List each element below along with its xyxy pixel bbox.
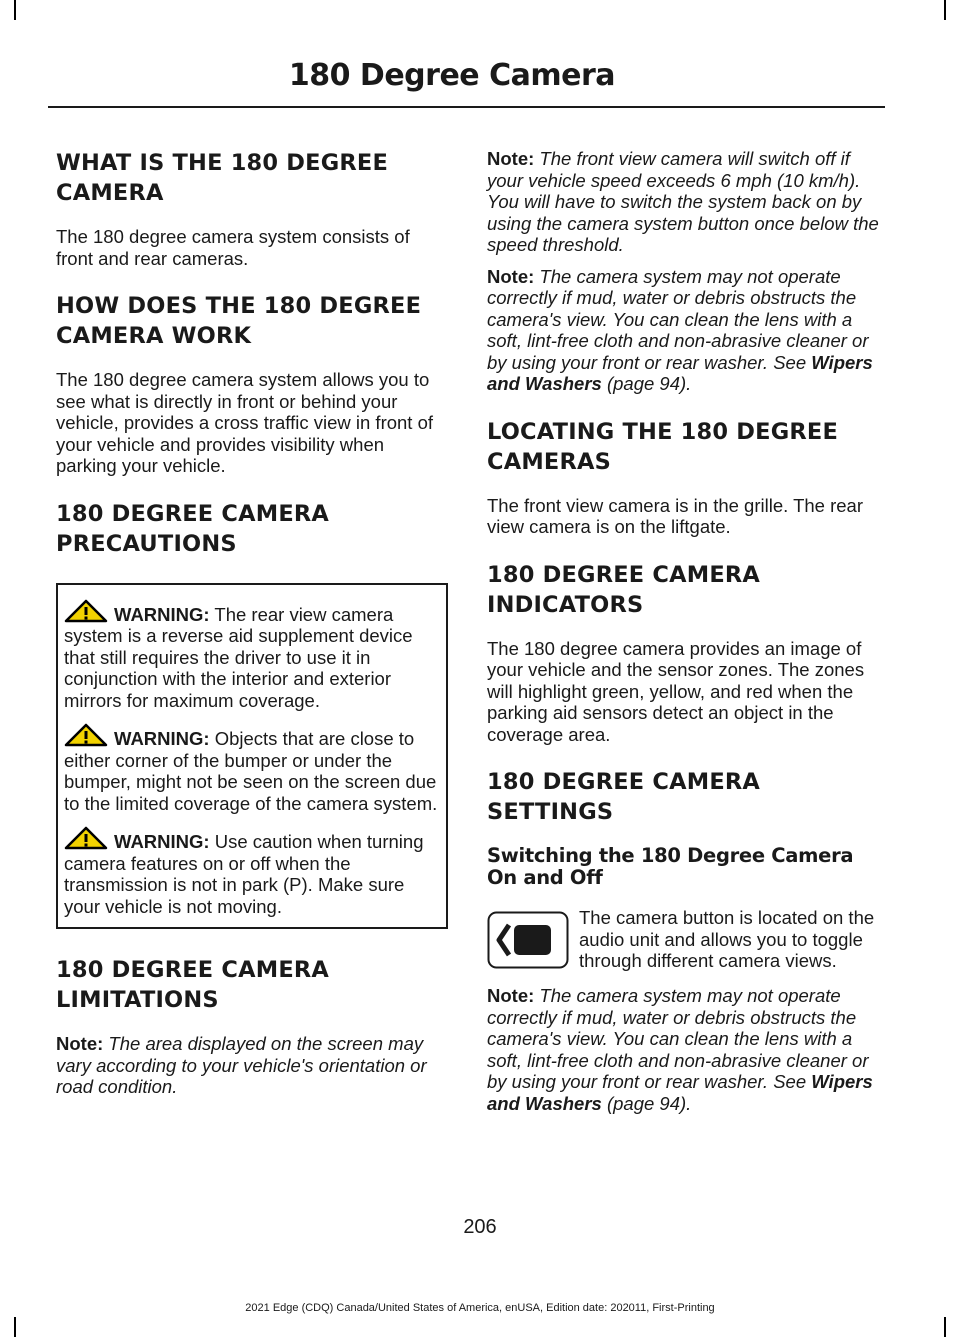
camera-button-description [487, 907, 882, 975]
section-heading-settings: 180 DEGREE CAMERA SETTINGS [487, 769, 761, 825]
cleaning-note [487, 266, 882, 395]
note-text: The front view camera will switch off if your vehicle speed exceeds 6 mph (10 km/h). You will have to switch the system back on by using the camera system button once below the speed threshold. [487, 148, 879, 255]
warning-text: Objects that are close to either corner of the bumper or under the bumper, might not be seen on the screen due to the limited coverage of the camera system. [64, 728, 438, 814]
section-heading-precautions: 180 DEGREE CAMERA PRECAUTIONS [56, 500, 330, 557]
page-reference: (page 94). [606, 373, 692, 394]
page-header-title: 180 Degree Camera [288, 58, 615, 93]
warning-item [64, 723, 440, 814]
warning-triangle-icon [64, 599, 108, 623]
warnings-box [56, 583, 448, 930]
warning-item [64, 826, 440, 917]
note-label: Note: [487, 148, 535, 169]
what-is-body: The 180 degree camera system consists of front and rear cameras. [56, 226, 410, 269]
warning-text: Use caution when turning camera features on or off when the transmission is not in park (P). Make sure your vehicle is not moving. [64, 831, 424, 917]
warning-triangle-icon [64, 723, 108, 747]
cross-reference-link[interactable]: Wipers and Washers [487, 351, 873, 394]
warning-item [64, 599, 440, 712]
section-heading-indicators: 180 DEGREE CAMERA INDICATORS [487, 561, 761, 618]
crop-mark [944, 1317, 946, 1337]
locating-body: The front view camera is in the grille. The rear view camera is on the liftgate. [487, 494, 863, 537]
camera-button-icon [487, 911, 569, 969]
crop-mark [944, 0, 946, 20]
warning-text: The rear view camera system is a reverse aid supplement device that still requires the driver to use it in conjunction with the interior and exterior mirrors for maximum coverage. [64, 603, 413, 711]
cleaning-note-2 [487, 985, 882, 1114]
note-label: Note: [56, 1033, 104, 1054]
note-label: Note: [487, 265, 535, 287]
warning-triangle-icon [64, 826, 108, 850]
limitations-note [56, 1033, 448, 1098]
cross-reference-link[interactable]: Wipers and Washers [487, 1071, 873, 1114]
crop-mark [14, 1317, 16, 1337]
indicators-body: The 180 degree camera provides an image of your vehicle and the sensor zones. The zones will highlight green, yellow, and red when the parking aid sensors detect an object in the coverage area. [487, 637, 865, 745]
section-heading-what-is: WHAT IS THE 180 DEGREE CAMERA [56, 150, 389, 206]
camera-button-text: The camera button is located on the audio unit and allows you to toggle through different camera views. [579, 907, 875, 971]
page-number: 206 [463, 1216, 497, 1238]
note-text: The camera system may not operate correctly if mud, water or debris obstructs the camera's view. You can clean the lens with a soft, lint-free cloth and non-abrasive cleaner or by using your front or rear washer. See [487, 985, 869, 1092]
how-does-body: The 180 degree camera system allows you to see what is directly in front or behind your vehicle, provides a cross traffic view in front of your vehicle and provides visibility when parking your vehicle. [56, 369, 434, 476]
page-reference: (page 94). [606, 1092, 692, 1114]
section-heading-how-does: HOW DOES THE 180 DEGREE CAMERA WORK [56, 293, 422, 349]
warning-label: WARNING: [114, 728, 210, 749]
warning-label: WARNING: [114, 831, 210, 852]
section-heading-limitations: 180 DEGREE CAMERA LIMITATIONS [56, 957, 330, 1013]
right-column [487, 148, 882, 1136]
speed-note [487, 148, 882, 256]
left-column [56, 148, 448, 1120]
section-heading-locating: LOCATING THE 180 DEGREE CAMERAS [487, 418, 839, 475]
header-divider [48, 106, 885, 108]
note-label: Note: [487, 985, 535, 1006]
subheading-switching: Switching the 180 Degree Camera On and Off [487, 844, 854, 889]
note-text: The camera system may not operate correctly if mud, water or debris obstructs the camera's view. You can clean the lens with a soft, lint-free cloth and non-abrasive cleaner or by using your front or rear washer. See [487, 265, 869, 373]
edition-footer: 2021 Edge (CDQ) Canada/United States of America, enUSA, Edition date: 202011, First-Printing [245, 1302, 715, 1314]
crop-mark [14, 0, 16, 20]
warning-label: WARNING: [114, 603, 210, 625]
note-text: The area displayed on the screen may vary according to your vehicle's orientation or road condition. [56, 1033, 427, 1097]
